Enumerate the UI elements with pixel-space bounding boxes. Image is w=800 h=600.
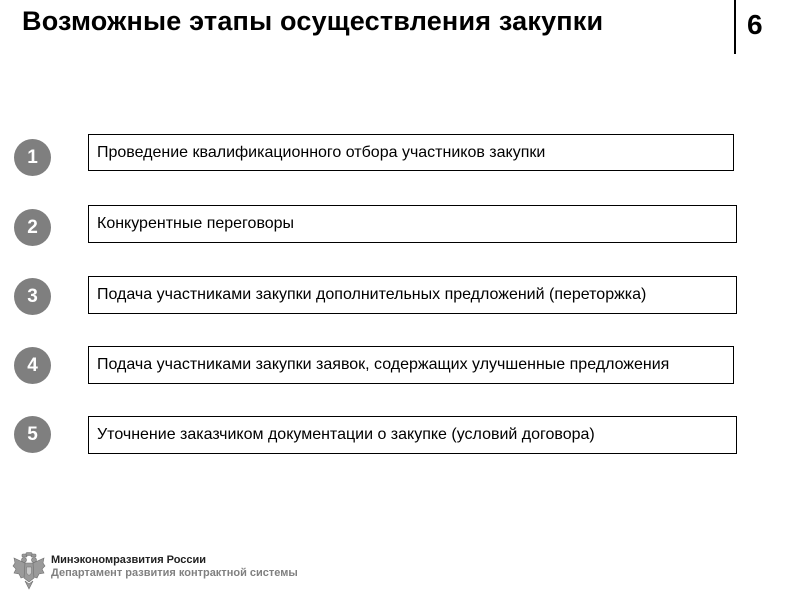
- coat-of-arms-icon: [12, 552, 46, 590]
- step-text-box: Проведение квалификационного отбора участников закупки: [88, 134, 734, 171]
- step-number-badge: 2: [14, 209, 51, 246]
- step-number-badge: 4: [14, 347, 51, 384]
- step-text-box: Подача участниками закупки заявок, содержащих улучшенные предложения: [88, 346, 734, 384]
- step-number-badge: 1: [14, 139, 51, 176]
- step-text-box: Уточнение заказчиком документации о закупке (условий договора): [88, 416, 737, 454]
- step-number-badge: 3: [14, 278, 51, 315]
- slide-number: 6: [747, 9, 763, 40]
- slide-title: Возможные этапы осуществления закупки: [22, 6, 604, 36]
- title-divider: [734, 0, 736, 54]
- ministry-name: Минэкономразвития России: [51, 554, 207, 566]
- step-number-badge: 5: [14, 416, 51, 453]
- department-name: Департамент развития контрактной системы: [51, 567, 298, 579]
- step-text-box: Конкурентные переговоры: [88, 205, 737, 243]
- step-text-box: Подача участниками закупки дополнительных предложений (переторжка): [88, 276, 737, 314]
- footer-text: [51, 554, 298, 580]
